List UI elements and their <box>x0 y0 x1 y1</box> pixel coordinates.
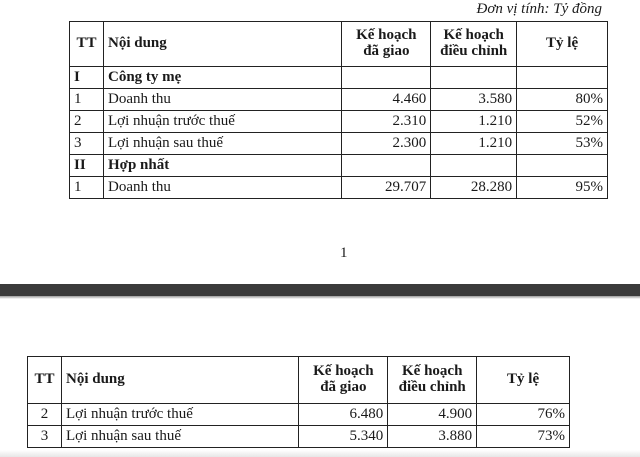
cell-plan <box>342 67 431 89</box>
cell-content: Lợi nhuận trước thuế <box>103 111 341 133</box>
cell-ratio: 73% <box>477 426 570 448</box>
cell-plan <box>342 155 431 177</box>
table-row <box>28 404 570 426</box>
cell-plan: 2.300 <box>342 133 431 155</box>
cell-tt: I <box>70 67 104 89</box>
cell-plan: 2.310 <box>342 111 431 133</box>
cell-content: Doanh thu <box>103 177 341 199</box>
header-plan-line1: Kế hoạch <box>356 27 417 44</box>
cell-adjusted: 1.210 <box>431 111 517 133</box>
cell-adjusted: 1.210 <box>431 133 517 155</box>
header-adjusted <box>388 357 477 404</box>
header-tt: TT <box>70 22 104 67</box>
cell-tt: 1 <box>70 177 104 199</box>
cell-content: Lợi nhuận sau thuế <box>103 133 341 155</box>
cell-adjusted: 3.580 <box>431 89 517 111</box>
cell-plan: 5.340 <box>299 426 388 448</box>
header-plan <box>299 357 388 404</box>
table-row <box>28 426 570 448</box>
cell-ratio: 52% <box>517 111 608 133</box>
table-header-row <box>28 357 570 404</box>
cell-tt: 3 <box>28 426 62 448</box>
cell-content: Lợi nhuận trước thuế <box>61 404 298 426</box>
cell-plan: 4.460 <box>342 89 431 111</box>
cell-ratio: 95% <box>517 177 608 199</box>
header-content: Nội dung <box>103 22 341 67</box>
page-bottom-edge <box>0 450 640 457</box>
table-row <box>70 133 608 155</box>
cell-content: Lợi nhuận sau thuế <box>61 426 298 448</box>
cell-tt: 2 <box>70 111 104 133</box>
cell-adjusted <box>431 155 517 177</box>
plan-table-page-1 <box>69 21 608 199</box>
table-header-row <box>70 22 608 67</box>
cell-ratio: 76% <box>477 404 570 426</box>
table-row <box>70 177 608 199</box>
header-adjusted <box>431 22 517 67</box>
cell-tt: II <box>70 155 104 177</box>
page-number: 1 <box>340 245 348 261</box>
cell-adjusted: 28.280 <box>431 177 517 199</box>
header-plan-line2: đã giao <box>363 43 410 59</box>
cell-tt: 1 <box>70 89 104 111</box>
cell-content: Công ty mẹ <box>103 67 341 89</box>
cell-ratio: 80% <box>517 89 608 111</box>
unit-note: Đơn vị tính: Tỷ đồng <box>476 1 602 17</box>
page-divider <box>0 284 640 296</box>
header-plan-line2: đã giao <box>320 379 367 395</box>
cell-ratio <box>517 67 608 89</box>
cell-adjusted <box>431 67 517 89</box>
table-row <box>70 89 608 111</box>
cell-adjusted: 4.900 <box>388 404 477 426</box>
header-adjusted-line2: điều chỉnh <box>440 43 508 59</box>
cell-tt: 3 <box>70 133 104 155</box>
header-tt: TT <box>28 357 62 404</box>
header-adjusted-line1: Kế hoạch <box>402 363 463 380</box>
cell-ratio <box>517 155 608 177</box>
header-plan-line1: Kế hoạch <box>313 363 374 380</box>
cell-plan: 29.707 <box>342 177 431 199</box>
header-adjusted-line2: điều chỉnh <box>398 379 466 395</box>
table-row-section <box>70 67 608 89</box>
cell-tt: 2 <box>28 404 62 426</box>
table-row-section <box>70 155 608 177</box>
table-row <box>70 111 608 133</box>
cell-ratio: 53% <box>517 133 608 155</box>
cell-content: Hợp nhất <box>103 155 341 177</box>
cell-adjusted: 3.880 <box>388 426 477 448</box>
header-ratio: Tỷ lệ <box>517 22 608 67</box>
header-plan <box>342 22 431 67</box>
cell-content: Doanh thu <box>103 89 341 111</box>
cell-plan: 6.480 <box>299 404 388 426</box>
header-adjusted-line1: Kế hoạch <box>443 27 504 44</box>
plan-table-page-2 <box>27 356 570 448</box>
header-content: Nội dung <box>61 357 298 404</box>
header-ratio: Tỷ lệ <box>477 357 570 404</box>
